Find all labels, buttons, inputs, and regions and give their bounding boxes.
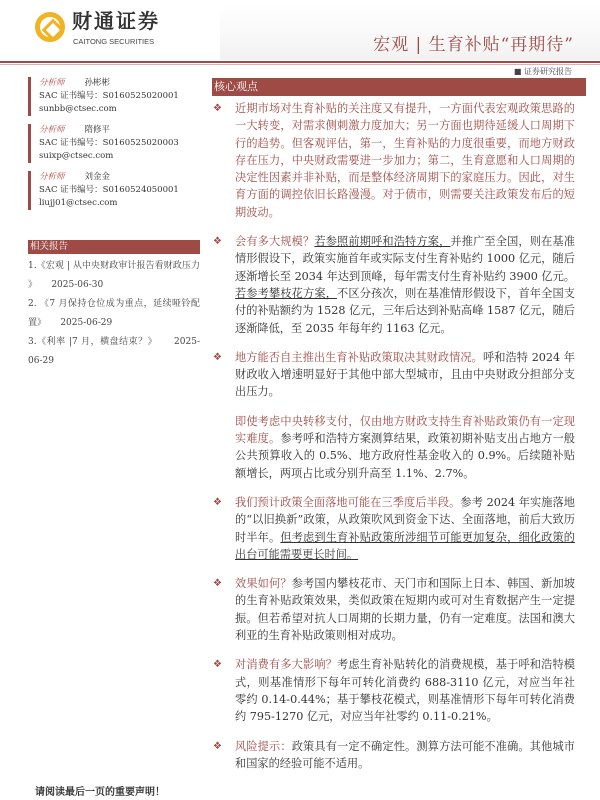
paragraph-lead: 效果如何？: [235, 577, 292, 591]
paragraph-text: 政策具有一定不确定性。测算方法可能不准确。其他城市和国家的经验可能不适用。: [235, 739, 575, 770]
related-reports-heading: 相关报告: [28, 240, 200, 254]
paragraph-lead: 会有多大规模？: [235, 235, 315, 249]
related-report-date: 2025-06-29: [28, 337, 200, 366]
paragraph-text: 参考呼和浩特方案测算结果，政策初期补贴支出占地方一般公共预算收入的 0.5%、地方政府性基金收入的 0.9%。后续随补贴额增长，两项占比或分别升高至 1.1%、2.7%。: [235, 432, 575, 480]
core-views-heading: 核心观点: [212, 78, 586, 96]
footer-disclaimer: 请阅读最后一页的重要声明！: [35, 787, 165, 798]
scale-paragraph: [213, 233, 575, 337]
analyst-email[interactable]: suixp@ctsec.com: [39, 151, 114, 161]
related-report-item[interactable]: [28, 257, 200, 295]
analyst-card: [28, 124, 203, 163]
paragraph-lead: 对消费有多大影响？: [235, 658, 338, 672]
related-report-title: 3.《利率 |7 月，横盘结束？》: [28, 337, 158, 347]
underlined-text: 若参照前期呼和浩特方案，: [314, 235, 451, 249]
effect-paragraph: [213, 575, 575, 644]
analyst-role: 分析师: [39, 125, 65, 135]
analyst-name: 隋修平: [84, 125, 111, 135]
bullet-icon: ❖: [213, 578, 222, 590]
analyst-sac: SAC 证书编号：S0160524050001: [39, 185, 179, 195]
bullet-icon: ❖: [213, 103, 222, 114]
header-divider: [0, 61, 600, 63]
consumption-paragraph: [213, 656, 575, 725]
header-divider-thin: [0, 64, 600, 65]
analyst-email[interactable]: liujj01@ctsec.com: [39, 198, 118, 208]
bullet-icon: ❖: [213, 659, 222, 671]
paragraph-text: 近期市场对生育补贴的关注度又有提升，一方面代表宏观政策思路的一大转变，对需求侧刺激力度加大；另一方面也期待延缓人口周期下行的趋势。但客观评估，第一，生育补贴的力度很重要，而地方财政存在压力，中央财政需要进一步加力；第二，生育意愿和人口周期的决定性因素并非补贴，而是整体经济周期下的家庭压力。因此，对生育方面的调控依旧长路漫漫。对于债市，则需要关注政策发布后的短期波动。: [235, 102, 575, 219]
logo-text-en: CAITONG SECURITIES: [73, 37, 155, 46]
paragraph-lead: 即使考虑中央转移支付，仅由地方财政支持生育补贴政策仍有一定现实难度。: [235, 414, 575, 446]
related-report-date: 2025-06-30: [51, 280, 104, 290]
analyst-sac: SAC 证书编号：S0160525020001: [39, 91, 179, 101]
paragraph-text: 考虑生育补贴转化的消费规模，基于呼和浩特模式，则基准情形下每年可转化消费约 688-3110 亿元，对应当年社零约 0.14-0.44%；基于攀枝花模式，则基准情形下每年可转化消费约 795-1270 亿元，对应当年社零约 0.11-0.21%。: [235, 658, 575, 724]
summary-paragraph: [213, 100, 575, 221]
analyst-card: [28, 77, 203, 116]
timing-paragraph: [213, 494, 575, 563]
bullet-icon: ❖: [213, 351, 222, 363]
analyst-name: 孙彬彬: [84, 78, 111, 88]
paragraph-text: 不区分孩次，则在基准情形假设下，首年全国支付的补贴额约为 1528 亿元，三年后达到补贴高峰 1587 亿元，随后逐渐降低，至 2035 年每年约 1163 亿元。: [235, 286, 575, 335]
related-report-item[interactable]: [28, 333, 200, 371]
underlined-text: 若参考攀枝花方案，: [235, 286, 338, 300]
analyst-name: 刘金金: [84, 172, 111, 182]
analyst-email[interactable]: sunbb@ctsec.com: [39, 104, 117, 114]
paragraph-text: 呼和浩特 2024 年财政收入增速明显好于其他中部大型城市，且由中央财政分担部分支出压力。: [235, 350, 575, 399]
paragraph-lead: 地方能否自主推出生育补贴政策取决其财政情况。: [235, 350, 483, 364]
report-title: 宏观 | 生育补贴“再期待”: [373, 35, 574, 55]
related-report-item[interactable]: [28, 295, 200, 333]
related-report-date: 2025-06-29: [60, 318, 113, 328]
core-views-body: [213, 100, 575, 784]
transfer-paragraph: [235, 413, 575, 482]
analyst-role: 分析师: [39, 78, 65, 88]
analyst-role: 分析师: [39, 172, 65, 182]
analyst-sac: SAC 证书编号：S0160525020003: [39, 138, 179, 148]
bullet-icon: ❖: [213, 740, 222, 752]
logo-icon: [35, 12, 65, 42]
bullet-icon: ❖: [213, 236, 222, 248]
doc-type-label: ■ 证券研究报告: [513, 67, 572, 76]
paragraph-lead: 我们预计政策全面落地可能在三季度后半段。: [235, 495, 461, 509]
paragraph-lead: 风险提示：: [235, 739, 292, 753]
related-reports-list: [28, 257, 200, 371]
analyst-card: [28, 171, 203, 210]
paragraph-text: 参考 2024 年实施落地的“以旧换新”政策，从政策吹风到资金下达、全面落地，前后大致历时半年。: [235, 495, 575, 544]
paragraph-text: 参考国内攀枝花市、天门市和国际上日本、韩国、新加坡的生育补贴政策效果，类似政策在短期内或可对生育数据产生一定提振。但若希望对抗人口周期的长期力量，仍有一定难度。法国和澳大利亚的生育补贴政策则相对成功。: [235, 577, 575, 643]
related-report-title: 1.《宏观 | 从中央财政审计报告看财政压力 》: [28, 261, 200, 290]
local-finance-paragraph: [213, 349, 575, 401]
paragraph-text: 并推广至全国，则在基准情形假设下，政策实施首年或实际支付生育补贴约 1000 亿元，随后逐渐增长至 2034 年达到顶峰，每年需支付生育补贴约 3900 亿元。: [235, 235, 575, 283]
underlined-text: 但考虑到生育补贴政策所涉细节可能更加复杂，细化政策的出台可能需要更长时间。: [235, 530, 575, 561]
logo-text-cn: 财通证券: [72, 9, 160, 33]
risk-paragraph: [213, 738, 575, 773]
bullet-icon: ❖: [213, 496, 222, 508]
related-report-title: 2. 《7 月保持仓位成为重点，延续哑铃配置》: [28, 299, 200, 328]
company-logo: [35, 10, 165, 48]
